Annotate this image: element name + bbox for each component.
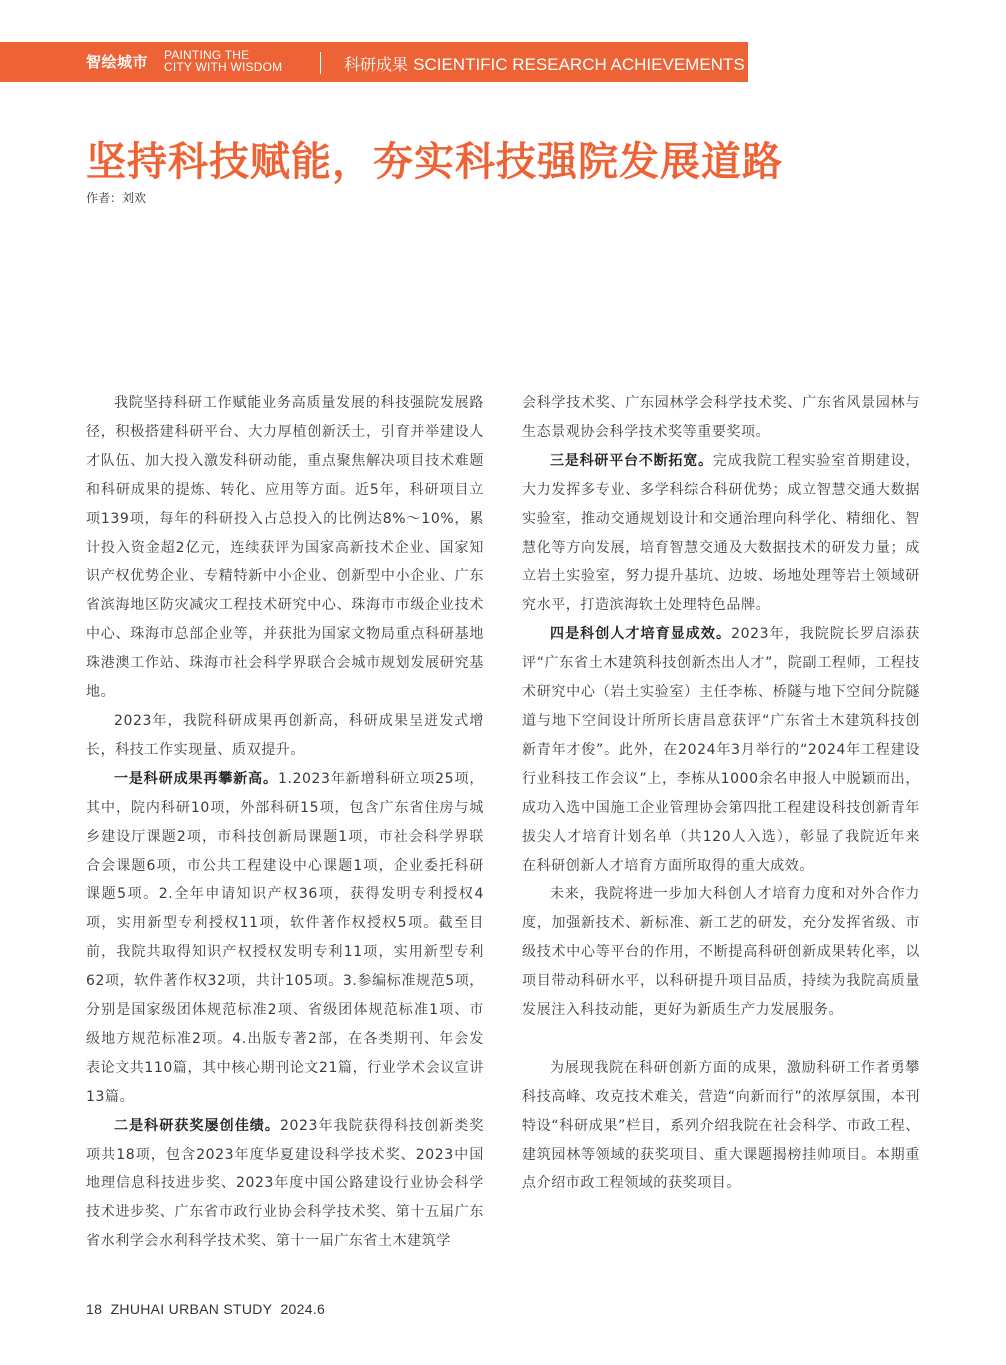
- column-header-bar: [0, 42, 748, 82]
- paragraph-lead: 二是科研获奖屡创佳绩。: [114, 1117, 280, 1134]
- paragraph-intro: 我院坚持科研工作赋能业务高质量发展的科技强院发展路径，积极搭建科研平台、大力厚植创新沃土，引育并举建设人才队伍、加大投入激发科研动能，重点聚焦解决项目技术难题和科研成果的提炼、转化、应用等方面。近5年，科研项目立项139项，每年的科研投入占总投入的比例达8%～10%，累计投入资金超2亿元，连续获评为国家高新技术企业、国家知识产权优势企业、专精特新中小企业、创新型中小企业、广东省滨海地区防灾减灾工程技术研究中心、珠海市市级企业技术中心、珠海市总部企业等，并获批为国家文物局重点科研基地珠港澳工作站、珠海市社会科学界联合会城市规划发展研究基地。: [86, 395, 484, 701]
- article-author: 作者：刘欢: [86, 191, 147, 205]
- paragraph-future: 未来，我院将进一步加大科创人才培育力度和对外合作力度，加强新技术、新标准、新工艺的研发，充分发挥省级、市级技术中心等平台的作用，不断提高科研创新成果转化率，以项目带动科研水平，以科研提升项目品质，持续为我院高质量发展注入科技动能，更好为新质生产力发展服务。: [522, 886, 920, 1019]
- section-label-en: SCIENTIFIC RESEARCH ACHIEVEMENTS: [413, 55, 745, 74]
- publication-name: ZHUHAI URBAN STUDY: [110, 1301, 273, 1317]
- paragraph-text: 2023年我院获得科技创新类奖项共18项，包含2023年度华夏建设科学技术奖、2023中国地理信息科技进步奖、2023年度中国公路建设行业协会科学技术进步奖、广东省市政行业协会科学技术奖、第十五届广东省水利学会水利科学技术奖、第十一届广东省土木建筑学: [86, 1117, 484, 1250]
- paragraph-lead: 一是科研成果再攀新高。: [114, 770, 278, 787]
- paragraph-lead: 三是科研平台不断拓宽。: [550, 452, 713, 469]
- issue-date: 2024.6: [280, 1301, 326, 1317]
- paragraph-achievements: [86, 765, 484, 1112]
- paragraph-text: 2023年，我院院长罗启添获评“广东省土木建筑科技创新杰出人才”，院副工程师，工程技术研究中心（岩土实验室）主任李栋、桥隧与地下空间分院隧道与地下空间设计所所长唐昌意获评“广东省土木建筑科技创新青年才俊”。此外，在2024年3月举行的“2024年工程建设行业科技工作会议”上，李栋从1000余名申报人中脱颖而出，成功入选中国施工企业管理协会第四批工程建设科技创新青年拔尖人才培育计划名单（共120人入选），彰显了我院近年来在科研创新人才培育方面所取得的重大成效。: [522, 626, 920, 874]
- paragraph-platforms: [522, 447, 920, 620]
- paragraph-2023-summary: 2023年，我院科研成果再创新高，科研成果呈迸发式增长，科技工作实现量、质双提升。: [86, 712, 484, 758]
- page-number: 18: [86, 1301, 103, 1317]
- paragraph-awards-continued: 会科学技术奖、广东园林学会科学技术奖、广东省风景园林与生态景观协会科学技术奖等重要奖项。: [522, 395, 920, 440]
- page-footer: [86, 1301, 325, 1317]
- section-label-cn: 科研成果: [344, 55, 409, 74]
- section-label: [344, 52, 745, 75]
- article-title: 坚持科技赋能，夯实科技强院发展道路: [86, 139, 783, 185]
- paragraph-text: 完成我院工程实验室首期建设，大力发挥多专业、多学科综合科研优势；成立智慧交通大数据实验室，推动交通规划设计和交通治理向科学化、精细化、智慧化等方向发展，培育智慧交通及大数据技术的研发力量；成立岩土实验室，努力提升基坑、边坡、场地处理等岩土领域研究水平，打造滨海软土处理特色品牌。: [522, 452, 920, 614]
- header-divider: [320, 52, 321, 74]
- column-name-en-line1: PAINTING THE: [164, 48, 250, 62]
- column-name-en: [164, 49, 282, 73]
- paragraph-awards: [86, 1112, 484, 1257]
- body-column-right: [522, 389, 920, 1198]
- column-name-cn: 智绘城市: [86, 53, 149, 71]
- paragraph-column-intro: 为展现我院在科研创新方面的成果，激励科研工作者勇攀科技高峰、攻克技术难关，营造“向新而行”的浓厚氛围，本刊特设“科研成果”栏目，系列介绍我院在社会科学、市政工程、建筑园林等领域的获奖项目、重大课题揭榜挂帅项目。本期重点介绍市政工程领域的获奖项目。: [522, 1059, 920, 1192]
- column-name-en-line2: CITY WITH WISDOM: [164, 60, 283, 74]
- paragraph-lead: 四是科创人才培育显成效。: [550, 626, 732, 643]
- paragraph-talent: [522, 620, 920, 880]
- paragraph-text: 1.2023年新增科研立项25项，其中，院内科研10项，外部科研15项，包含广东省住房与城乡建设厅课题2项，市科技创新局课题1项，市社会科学界联合会课题6项，市公共工程建设中心课题1项，企业委托科研课题5项。2.全年申请知识产权36项，获得发明专利授权4项，实用新型专利授权11项，软件著作权授权5项。截至目前，我院共取得知识产权授权发明专利11项，实用新型专利62项，软件著作权32项，共计105项。3.参编标准规范5项，分别是国家级团体规范标准2项、省级团体规范标准1项、市级地方规范标准2项。4.出版专著2部，在各类期刊、年会发表论文共110篇，其中核心期刊论文21篇，行业学术会议宣讲13篇。: [86, 770, 484, 1105]
- body-column-left: [86, 389, 484, 1256]
